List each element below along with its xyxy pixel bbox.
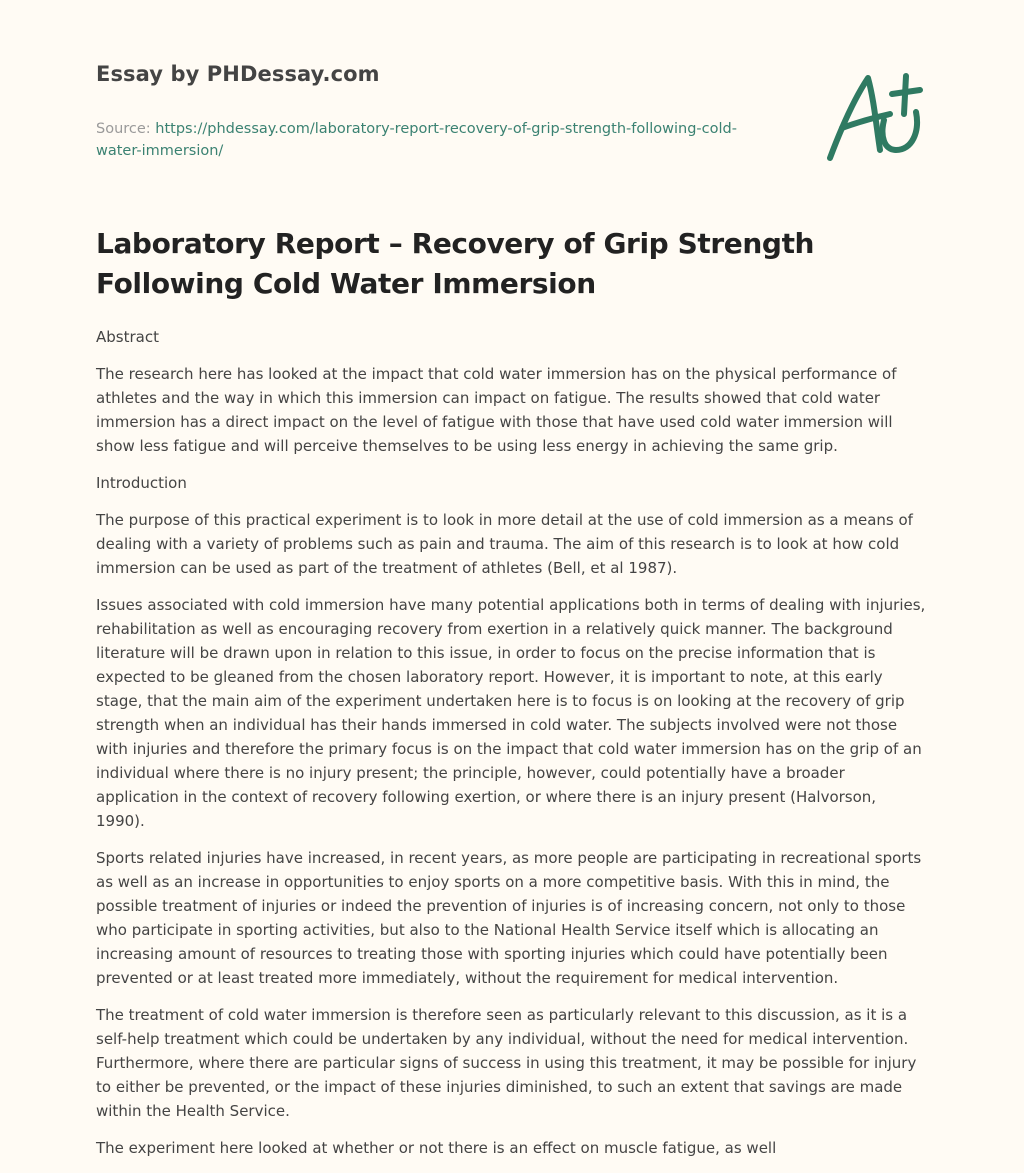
source-link-line2: water-immersion/	[96, 143, 224, 159]
source-line	[96, 118, 776, 162]
abstract-paragraph: The research here has looked at the impact that cold water immersion has on the physical performance of athletes and the way in which this immersion can impact on fatigue. The results showed that cold water immersion has a direct impact on the level of fatigue with those that have used cold water immersion will show less fatigue and will perceive themselves to be using less energy in achieving the same grip.	[96, 365, 897, 455]
body-paragraph: Sports related injuries have increased, in recent years, as more people are participating in recreational sports as well as an increase in opportunities to enjoy sports on a more competitive basis. With this in mind, the possible treatment of injuries or indeed the prevention of injuries is of increasing concern, not only to those who participate in sporting activities, but also to the National Health Service itself which is allocating an increasing amount of resources to treating those with sporting injuries which could have potentially been prevented or at least treated more immediately, without the requirement for medical intervention.	[96, 849, 922, 987]
source-link-line1: https://phdessay.com/laboratory-report-recovery-of-grip-strength-following-cold-	[155, 121, 737, 137]
body-paragraph: The treatment of cold water immersion is therefore seen as particularly relevant to this discussion, as it is a self-help treatment which could be undertaken by any individual, without the need for medical intervention. Furthermore, where there are particular signs of success in using this treatment, it may be possible for injury to either be prevented, or the impact of these injuries diminished, to such an extent that savings are made within the Health Service.	[96, 1006, 917, 1120]
a-plus-grade-logo-icon	[820, 66, 930, 166]
body-paragraph: Issues associated with cold immersion have many potential applications both in terms of dealing with injuries, rehabilitation as well as encouraging recovery from exertion in a relatively quick manner. The background literature will be drawn upon in relation to this issue, in order to focus on the precise information that is expected to be gleaned from the chosen laboratory report. However, it is important to note, at this early stage, that the main aim of the experiment undertaken here is to focus is on looking at the recovery of grip strength when an individual has their hands immersed in cold water. The subjects involved were not those with injuries and therefore the primary focus is on the impact that cold water immersion has on the grip of an individual where there is no injury present; the principle, however, could potentially have a broader application in the context of recovery following exertion, or where there is an injury present (Halvorson, 1990).	[96, 596, 926, 830]
page-title: Laboratory Report – Recovery of Grip Strength Following Cold Water Immersion	[96, 227, 815, 300]
page-header	[96, 62, 776, 162]
introduction-heading: Introduction	[96, 474, 187, 492]
abstract-heading: Abstract	[96, 328, 159, 346]
site-brand: Essay by PHDessay.com	[96, 62, 380, 86]
source-link[interactable]	[96, 121, 737, 159]
body-paragraph: The experiment here looked at whether or not there is an effect on muscle fatigue, as well	[96, 1139, 777, 1157]
body-paragraph: The purpose of this practical experiment is to look in more detail at the use of cold immersion as a means of dealing with a variety of problems such as pain and trauma. The aim of this research is to look at how cold immersion can be used as part of the treatment of athletes (Bell, et al 1987).	[96, 511, 913, 577]
source-label: Source:	[96, 121, 151, 137]
article-body	[96, 325, 928, 1173]
